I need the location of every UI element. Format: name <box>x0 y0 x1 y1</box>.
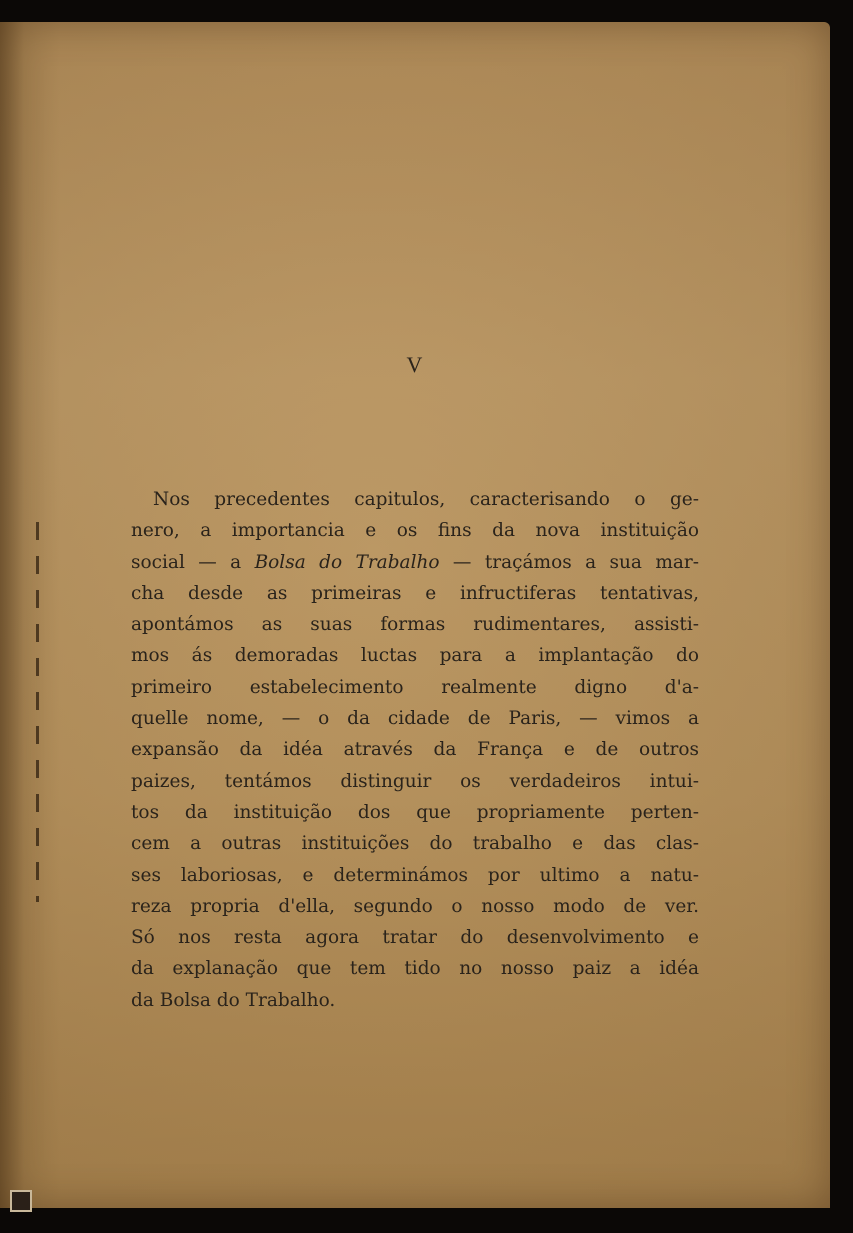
text-line: mos ás demoradas luctas para a implantação do <box>131 645 699 667</box>
chapter-heading: V <box>406 352 424 377</box>
italic-title: Bolsa do Trabalho <box>254 551 440 573</box>
corner-marker <box>10 1190 32 1212</box>
text-line: da Bolsa do Trabalho. <box>131 989 336 1011</box>
text-line: nero, a importancia e os fins da nova instituição <box>131 520 699 542</box>
binding-stitch <box>36 522 39 902</box>
text-line: tos da instituição dos que propriamente perten- <box>131 801 699 823</box>
binding-shadow <box>0 22 60 1208</box>
book-page <box>0 22 830 1208</box>
text-line-start: social — a <box>131 551 255 573</box>
text-line <box>131 547 699 578</box>
text-line: cha desde as primeiras e infructiferas tentativas, <box>131 582 699 604</box>
text-line: apontámos as suas formas rudimentares, assisti- <box>131 614 699 636</box>
text-line: ses laboriosas, e determinámos por ultimo a natu- <box>131 864 699 886</box>
text-line: primeiro estabelecimento realmente digno d'a- <box>131 676 699 698</box>
text-line-end: — traçámos a sua mar- <box>439 551 699 573</box>
text-line: Nos precedentes capitulos, caracterisando o ge- <box>153 489 699 510</box>
text-line: da explanação que tem tido no nosso paiz a idéa <box>131 958 699 980</box>
text-line: Só nos resta agora tratar do desenvolvimento e <box>131 927 699 949</box>
text-line: cem a outras instituições do trabalho e das clas- <box>131 833 699 855</box>
text-line: paizes, tentámos distinguir os verdadeiros intui- <box>131 770 699 792</box>
text-line: quelle nome, — o da cidade de Paris, — vimos a <box>131 708 699 730</box>
text-line: expansão da idéa através da França e de outros <box>131 739 699 761</box>
body-text <box>131 484 699 1016</box>
text-line: reza propria d'ella, segundo o nosso modo de ver. <box>131 895 699 917</box>
